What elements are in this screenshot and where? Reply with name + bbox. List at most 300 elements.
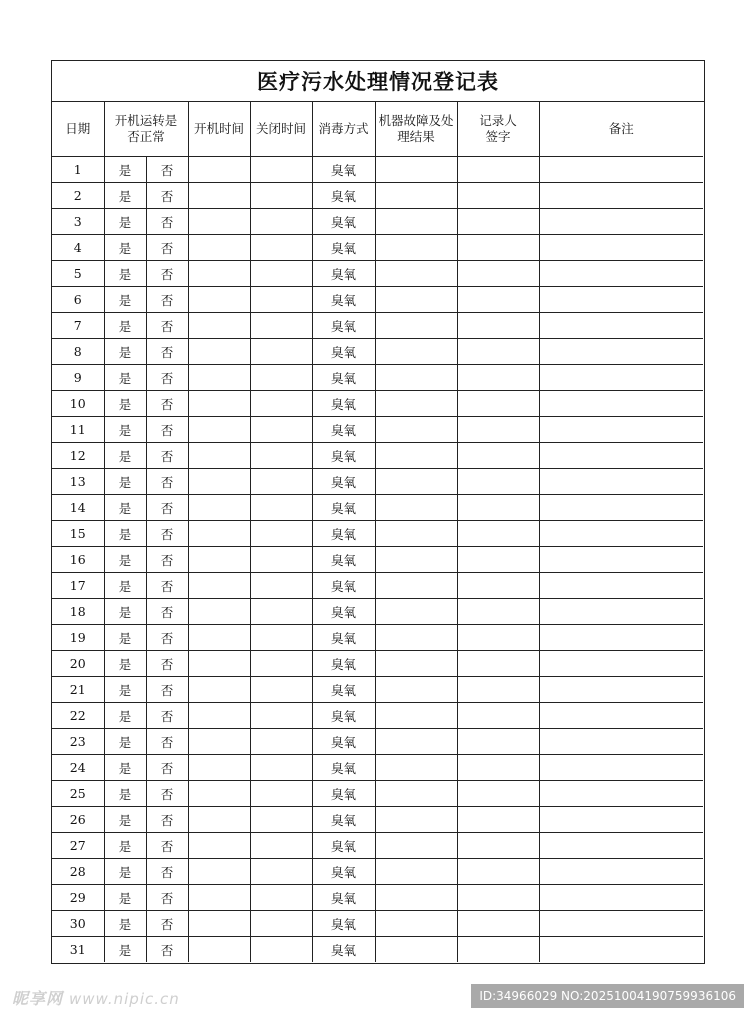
- fault-cell[interactable]: [375, 521, 457, 547]
- yes-option[interactable]: 是: [104, 417, 146, 443]
- yes-option[interactable]: 是: [104, 157, 146, 183]
- table-row: [52, 599, 703, 625]
- fault-cell[interactable]: [375, 287, 457, 313]
- method-cell: 臭氧: [312, 339, 375, 365]
- recorder-cell[interactable]: [457, 183, 539, 209]
- fault-cell[interactable]: [375, 573, 457, 599]
- start-time-cell[interactable]: [188, 807, 250, 833]
- fault-cell[interactable]: [375, 157, 457, 183]
- fault-cell[interactable]: [375, 807, 457, 833]
- method-cell: 臭氧: [312, 287, 375, 313]
- fault-cell[interactable]: [375, 911, 457, 937]
- day-cell: 6: [52, 287, 104, 313]
- table-row: [52, 209, 703, 235]
- yes-option[interactable]: 是: [104, 521, 146, 547]
- stop-time-cell[interactable]: [250, 677, 312, 703]
- remark-cell[interactable]: [539, 417, 703, 443]
- remark-cell[interactable]: [539, 521, 703, 547]
- fault-cell[interactable]: [375, 339, 457, 365]
- day-cell: 31: [52, 937, 104, 963]
- stop-time-cell[interactable]: [250, 807, 312, 833]
- yes-option[interactable]: 是: [104, 807, 146, 833]
- table-row: [52, 157, 703, 183]
- recorder-cell[interactable]: [457, 833, 539, 859]
- recorder-cell[interactable]: [457, 651, 539, 677]
- stop-time-cell[interactable]: [250, 417, 312, 443]
- yes-option[interactable]: 是: [104, 651, 146, 677]
- no-option[interactable]: 否: [146, 677, 188, 703]
- remark-cell[interactable]: [539, 157, 703, 183]
- day-cell: 5: [52, 261, 104, 287]
- recorder-cell[interactable]: [457, 859, 539, 885]
- stop-time-cell[interactable]: [250, 573, 312, 599]
- recorder-cell[interactable]: [457, 261, 539, 287]
- no-option[interactable]: 否: [146, 287, 188, 313]
- start-time-cell[interactable]: [188, 677, 250, 703]
- remark-cell[interactable]: [539, 599, 703, 625]
- day-cell: 12: [52, 443, 104, 469]
- stop-time-cell[interactable]: [250, 833, 312, 859]
- stop-time-cell[interactable]: [250, 469, 312, 495]
- no-option[interactable]: 否: [146, 755, 188, 781]
- start-time-cell[interactable]: [188, 183, 250, 209]
- stop-time-cell[interactable]: [250, 781, 312, 807]
- fault-cell[interactable]: [375, 495, 457, 521]
- start-time-cell[interactable]: [188, 469, 250, 495]
- table-row: [52, 547, 703, 573]
- yes-option[interactable]: 是: [104, 859, 146, 885]
- yes-option[interactable]: 是: [104, 755, 146, 781]
- day-cell: 28: [52, 859, 104, 885]
- remark-cell[interactable]: [539, 625, 703, 651]
- table-row: [52, 183, 703, 209]
- stop-time-cell[interactable]: [250, 859, 312, 885]
- method-cell: 臭氧: [312, 417, 375, 443]
- start-time-cell[interactable]: [188, 859, 250, 885]
- recorder-cell[interactable]: [457, 729, 539, 755]
- remark-cell[interactable]: [539, 651, 703, 677]
- stop-time-cell[interactable]: [250, 651, 312, 677]
- no-option[interactable]: 否: [146, 521, 188, 547]
- method-cell: 臭氧: [312, 573, 375, 599]
- start-time-cell[interactable]: [188, 573, 250, 599]
- method-cell: 臭氧: [312, 313, 375, 339]
- start-time-cell[interactable]: [188, 287, 250, 313]
- recorder-cell[interactable]: [457, 417, 539, 443]
- day-cell: 26: [52, 807, 104, 833]
- yes-option[interactable]: 是: [104, 235, 146, 261]
- fault-cell[interactable]: [375, 703, 457, 729]
- recorder-cell[interactable]: [457, 365, 539, 391]
- day-cell: 27: [52, 833, 104, 859]
- yes-option[interactable]: 是: [104, 183, 146, 209]
- recorder-cell[interactable]: [457, 547, 539, 573]
- start-time-cell[interactable]: [188, 625, 250, 651]
- header-row: [52, 102, 703, 157]
- stop-time-cell[interactable]: [250, 521, 312, 547]
- table-row: [52, 391, 703, 417]
- remark-cell[interactable]: [539, 937, 703, 963]
- recorder-cell[interactable]: [457, 625, 539, 651]
- fault-cell[interactable]: [375, 183, 457, 209]
- stop-time-cell[interactable]: [250, 313, 312, 339]
- yes-option[interactable]: 是: [104, 287, 146, 313]
- remark-cell[interactable]: [539, 547, 703, 573]
- day-cell: 29: [52, 885, 104, 911]
- start-time-cell[interactable]: [188, 443, 250, 469]
- yes-option[interactable]: 是: [104, 911, 146, 937]
- fault-cell[interactable]: [375, 781, 457, 807]
- remark-cell[interactable]: [539, 339, 703, 365]
- remark-cell[interactable]: [539, 443, 703, 469]
- recorder-cell[interactable]: [457, 703, 539, 729]
- yes-option[interactable]: 是: [104, 313, 146, 339]
- start-time-cell[interactable]: [188, 833, 250, 859]
- method-cell: 臭氧: [312, 495, 375, 521]
- yes-option[interactable]: 是: [104, 209, 146, 235]
- yes-option[interactable]: 是: [104, 365, 146, 391]
- table-row: [52, 235, 703, 261]
- no-option[interactable]: 否: [146, 625, 188, 651]
- no-option[interactable]: 否: [146, 417, 188, 443]
- remark-cell[interactable]: [539, 183, 703, 209]
- fault-cell[interactable]: [375, 937, 457, 963]
- remark-cell[interactable]: [539, 391, 703, 417]
- start-time-cell[interactable]: [188, 781, 250, 807]
- yes-option[interactable]: 是: [104, 937, 146, 963]
- no-option[interactable]: 否: [146, 183, 188, 209]
- recorder-cell[interactable]: [457, 443, 539, 469]
- remark-cell[interactable]: [539, 573, 703, 599]
- fault-cell[interactable]: [375, 729, 457, 755]
- remark-cell[interactable]: [539, 703, 703, 729]
- table-row: [52, 885, 703, 911]
- yes-option[interactable]: 是: [104, 261, 146, 287]
- header-remark: 备注: [539, 102, 703, 157]
- header-method: 消毒方式: [312, 102, 375, 157]
- no-option[interactable]: 否: [146, 729, 188, 755]
- recorder-cell[interactable]: [457, 573, 539, 599]
- header-start-time: 开机时间: [188, 102, 250, 157]
- start-time-cell[interactable]: [188, 547, 250, 573]
- method-cell: 臭氧: [312, 755, 375, 781]
- start-time-cell[interactable]: [188, 235, 250, 261]
- recorder-cell[interactable]: [457, 157, 539, 183]
- yes-option[interactable]: 是: [104, 469, 146, 495]
- method-cell: 臭氧: [312, 261, 375, 287]
- stop-time-cell[interactable]: [250, 157, 312, 183]
- no-option[interactable]: 否: [146, 235, 188, 261]
- fault-cell[interactable]: [375, 547, 457, 573]
- day-cell: 15: [52, 521, 104, 547]
- recorder-cell[interactable]: [457, 235, 539, 261]
- start-time-cell[interactable]: [188, 937, 250, 963]
- remark-cell[interactable]: [539, 781, 703, 807]
- start-time-cell[interactable]: [188, 209, 250, 235]
- no-option[interactable]: 否: [146, 703, 188, 729]
- stop-time-cell[interactable]: [250, 729, 312, 755]
- yes-option[interactable]: 是: [104, 547, 146, 573]
- recorder-cell[interactable]: [457, 391, 539, 417]
- no-option[interactable]: 否: [146, 807, 188, 833]
- day-cell: 23: [52, 729, 104, 755]
- remark-cell[interactable]: [539, 807, 703, 833]
- remark-cell[interactable]: [539, 911, 703, 937]
- table-row: [52, 339, 703, 365]
- start-time-cell[interactable]: [188, 599, 250, 625]
- table-row: [52, 625, 703, 651]
- method-cell: 臭氧: [312, 885, 375, 911]
- method-cell: 臭氧: [312, 391, 375, 417]
- table-row: [52, 833, 703, 859]
- day-cell: 19: [52, 625, 104, 651]
- no-option[interactable]: 否: [146, 833, 188, 859]
- stop-time-cell[interactable]: [250, 495, 312, 521]
- method-cell: 臭氧: [312, 651, 375, 677]
- stop-time-cell[interactable]: [250, 235, 312, 261]
- start-time-cell[interactable]: [188, 885, 250, 911]
- watermark-id: ID:34966029 NO:20251004190759936106: [471, 984, 744, 1008]
- recorder-cell[interactable]: [457, 599, 539, 625]
- no-option[interactable]: 否: [146, 261, 188, 287]
- method-cell: 臭氧: [312, 365, 375, 391]
- yes-option[interactable]: 是: [104, 833, 146, 859]
- start-time-cell[interactable]: [188, 417, 250, 443]
- table-row: [52, 703, 703, 729]
- yes-option[interactable]: 是: [104, 443, 146, 469]
- day-cell: 9: [52, 365, 104, 391]
- table-row: [52, 573, 703, 599]
- stop-time-cell[interactable]: [250, 599, 312, 625]
- yes-option[interactable]: 是: [104, 339, 146, 365]
- no-option[interactable]: 否: [146, 599, 188, 625]
- table-row: [52, 859, 703, 885]
- remark-cell[interactable]: [539, 755, 703, 781]
- recorder-cell[interactable]: [457, 209, 539, 235]
- watermark-url: www.nipic.cn: [69, 990, 180, 1008]
- yes-option[interactable]: 是: [104, 391, 146, 417]
- remark-cell[interactable]: [539, 885, 703, 911]
- remark-cell[interactable]: [539, 261, 703, 287]
- header-stop-time: 关闭时间: [250, 102, 312, 157]
- fault-cell[interactable]: [375, 443, 457, 469]
- fault-cell[interactable]: [375, 885, 457, 911]
- method-cell: 臭氧: [312, 729, 375, 755]
- method-cell: 臭氧: [312, 469, 375, 495]
- recorder-cell[interactable]: [457, 339, 539, 365]
- start-time-cell[interactable]: [188, 261, 250, 287]
- remark-cell[interactable]: [539, 235, 703, 261]
- fault-cell[interactable]: [375, 677, 457, 703]
- day-cell: 11: [52, 417, 104, 443]
- no-option[interactable]: 否: [146, 469, 188, 495]
- method-cell: 臭氧: [312, 859, 375, 885]
- method-cell: 臭氧: [312, 209, 375, 235]
- stop-time-cell[interactable]: [250, 391, 312, 417]
- yes-option[interactable]: 是: [104, 625, 146, 651]
- fault-cell[interactable]: [375, 625, 457, 651]
- yes-option[interactable]: 是: [104, 495, 146, 521]
- recorder-cell[interactable]: [457, 911, 539, 937]
- start-time-cell[interactable]: [188, 755, 250, 781]
- stop-time-cell[interactable]: [250, 911, 312, 937]
- recorder-cell[interactable]: [457, 781, 539, 807]
- no-option[interactable]: 否: [146, 313, 188, 339]
- fault-cell[interactable]: [375, 651, 457, 677]
- fault-cell[interactable]: [375, 833, 457, 859]
- start-time-cell[interactable]: [188, 339, 250, 365]
- recorder-cell[interactable]: [457, 755, 539, 781]
- start-time-cell[interactable]: [188, 391, 250, 417]
- fault-cell[interactable]: [375, 313, 457, 339]
- recorder-cell[interactable]: [457, 807, 539, 833]
- no-option[interactable]: 否: [146, 209, 188, 235]
- header-status: 开机运转是否正常: [104, 102, 188, 157]
- fault-cell[interactable]: [375, 469, 457, 495]
- stop-time-cell[interactable]: [250, 937, 312, 963]
- stop-time-cell[interactable]: [250, 885, 312, 911]
- fault-cell[interactable]: [375, 599, 457, 625]
- recorder-cell[interactable]: [457, 287, 539, 313]
- table-row: [52, 781, 703, 807]
- stop-time-cell[interactable]: [250, 755, 312, 781]
- day-cell: 25: [52, 781, 104, 807]
- remark-cell[interactable]: [539, 859, 703, 885]
- fault-cell[interactable]: [375, 365, 457, 391]
- fault-cell[interactable]: [375, 859, 457, 885]
- day-cell: 20: [52, 651, 104, 677]
- stop-time-cell[interactable]: [250, 261, 312, 287]
- no-option[interactable]: 否: [146, 937, 188, 963]
- remark-cell[interactable]: [539, 729, 703, 755]
- start-time-cell[interactable]: [188, 157, 250, 183]
- recorder-cell[interactable]: [457, 677, 539, 703]
- no-option[interactable]: 否: [146, 339, 188, 365]
- yes-option[interactable]: 是: [104, 729, 146, 755]
- recorder-cell[interactable]: [457, 885, 539, 911]
- recorder-cell[interactable]: [457, 937, 539, 963]
- start-time-cell[interactable]: [188, 911, 250, 937]
- remark-cell[interactable]: [539, 677, 703, 703]
- day-cell: 13: [52, 469, 104, 495]
- method-cell: 臭氧: [312, 547, 375, 573]
- remark-cell[interactable]: [539, 287, 703, 313]
- table-row: [52, 313, 703, 339]
- no-option[interactable]: 否: [146, 391, 188, 417]
- fault-cell[interactable]: [375, 235, 457, 261]
- method-cell: 臭氧: [312, 443, 375, 469]
- no-option[interactable]: 否: [146, 157, 188, 183]
- register-table: [52, 102, 703, 962]
- no-option[interactable]: 否: [146, 651, 188, 677]
- method-cell: 臭氧: [312, 807, 375, 833]
- no-option[interactable]: 否: [146, 885, 188, 911]
- recorder-cell[interactable]: [457, 313, 539, 339]
- method-cell: 臭氧: [312, 911, 375, 937]
- table-row: [52, 469, 703, 495]
- start-time-cell[interactable]: [188, 313, 250, 339]
- day-cell: 1: [52, 157, 104, 183]
- yes-option[interactable]: 是: [104, 885, 146, 911]
- fault-cell[interactable]: [375, 209, 457, 235]
- no-option[interactable]: 否: [146, 911, 188, 937]
- remark-cell[interactable]: [539, 365, 703, 391]
- stop-time-cell[interactable]: [250, 703, 312, 729]
- stop-time-cell[interactable]: [250, 339, 312, 365]
- no-option[interactable]: 否: [146, 495, 188, 521]
- method-cell: 臭氧: [312, 677, 375, 703]
- no-option[interactable]: 否: [146, 781, 188, 807]
- stop-time-cell[interactable]: [250, 443, 312, 469]
- fault-cell[interactable]: [375, 391, 457, 417]
- day-cell: 24: [52, 755, 104, 781]
- recorder-cell[interactable]: [457, 495, 539, 521]
- no-option[interactable]: 否: [146, 443, 188, 469]
- stop-time-cell[interactable]: [250, 287, 312, 313]
- stop-time-cell[interactable]: [250, 209, 312, 235]
- no-option[interactable]: 否: [146, 365, 188, 391]
- day-cell: 16: [52, 547, 104, 573]
- yes-option[interactable]: 是: [104, 599, 146, 625]
- table-row: [52, 729, 703, 755]
- table-row: [52, 495, 703, 521]
- table-row: [52, 807, 703, 833]
- start-time-cell[interactable]: [188, 703, 250, 729]
- day-cell: 8: [52, 339, 104, 365]
- method-cell: 臭氧: [312, 781, 375, 807]
- recorder-cell[interactable]: [457, 521, 539, 547]
- method-cell: 臭氧: [312, 521, 375, 547]
- day-cell: 14: [52, 495, 104, 521]
- stop-time-cell[interactable]: [250, 625, 312, 651]
- method-cell: 臭氧: [312, 157, 375, 183]
- start-time-cell[interactable]: [188, 365, 250, 391]
- yes-option[interactable]: 是: [104, 703, 146, 729]
- day-cell: 10: [52, 391, 104, 417]
- no-option[interactable]: 否: [146, 859, 188, 885]
- day-cell: 21: [52, 677, 104, 703]
- remark-cell[interactable]: [539, 313, 703, 339]
- yes-option[interactable]: 是: [104, 573, 146, 599]
- method-cell: 臭氧: [312, 937, 375, 963]
- stop-time-cell[interactable]: [250, 365, 312, 391]
- table-row: [52, 417, 703, 443]
- fault-cell[interactable]: [375, 261, 457, 287]
- header-date: 日期: [52, 102, 104, 157]
- no-option[interactable]: 否: [146, 573, 188, 599]
- remark-cell[interactable]: [539, 833, 703, 859]
- start-time-cell[interactable]: [188, 729, 250, 755]
- no-option[interactable]: 否: [146, 547, 188, 573]
- method-cell: 臭氧: [312, 599, 375, 625]
- recorder-cell[interactable]: [457, 469, 539, 495]
- fault-cell[interactable]: [375, 417, 457, 443]
- yes-option[interactable]: 是: [104, 677, 146, 703]
- day-cell: 30: [52, 911, 104, 937]
- remark-cell[interactable]: [539, 469, 703, 495]
- stop-time-cell[interactable]: [250, 547, 312, 573]
- start-time-cell[interactable]: [188, 521, 250, 547]
- stop-time-cell[interactable]: [250, 183, 312, 209]
- yes-option[interactable]: 是: [104, 781, 146, 807]
- start-time-cell[interactable]: [188, 651, 250, 677]
- fault-cell[interactable]: [375, 755, 457, 781]
- start-time-cell[interactable]: [188, 495, 250, 521]
- remark-cell[interactable]: [539, 495, 703, 521]
- table-row: [52, 755, 703, 781]
- day-cell: 7: [52, 313, 104, 339]
- remark-cell[interactable]: [539, 209, 703, 235]
